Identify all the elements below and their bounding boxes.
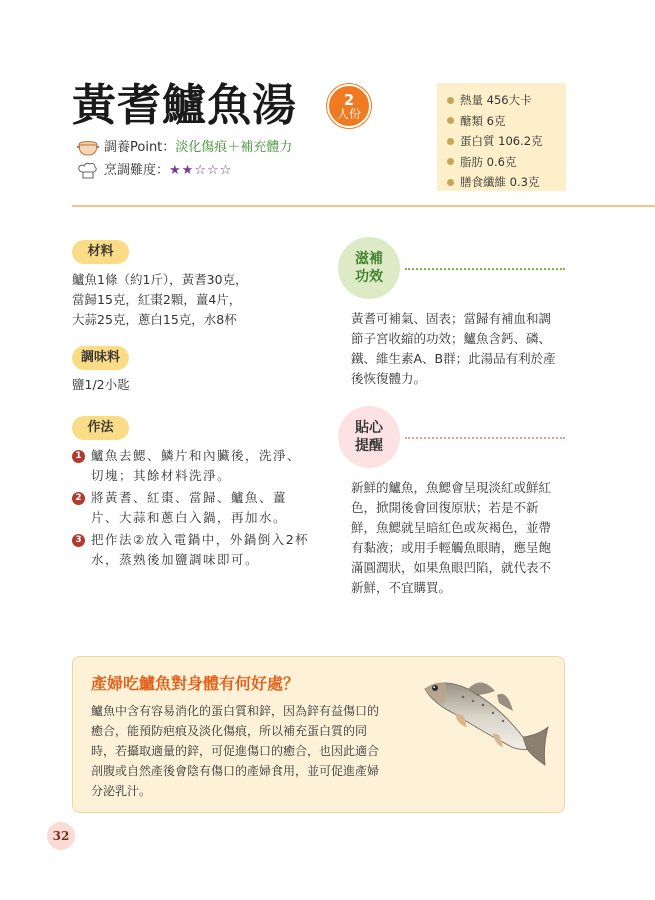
- difficulty-row: [76, 162, 232, 180]
- method-step: 3 把作法②放入電鍋中，外鍋倒入2杯 水，蒸熟後加鹽調味即可。: [72, 530, 312, 570]
- point-row: [76, 139, 292, 157]
- step-number: 3: [72, 534, 85, 547]
- faq-title: 產婦吃鱸魚對身體有何好處？: [91, 674, 300, 693]
- method-step: 1 鱸魚去鰓、鱗片和內臟後，洗淨、 切塊；其餘材料洗淨。: [72, 446, 312, 486]
- method-step: 2 將黃耆、紅棗、當歸、鱸魚、薑 片、大蒜和蔥白入鍋，再加水。: [72, 488, 312, 528]
- serves-badge: [327, 84, 371, 128]
- section-divider: [72, 205, 655, 207]
- seasoning-text: 鹽1/2小匙: [72, 377, 130, 392]
- seasoning-tag: 調味料: [72, 346, 129, 370]
- benefits-text: 黃耆可補氣、固表；當歸有補血和調 節子宮收縮的功效；鱸魚含鈣、磷、 鐵、維生素A、B群；此湯品有利於產 後恢復體力。: [351, 311, 556, 386]
- nutrition-item: 膳食纖維 0.3克: [447, 172, 558, 193]
- step-number: 2: [72, 492, 85, 505]
- recipe-title: 黃耆鱸魚湯: [72, 80, 297, 131]
- bullet-dot-icon: [447, 179, 454, 186]
- tips-text: 新鮮的鱸魚，魚鰓會呈現淡紅或鮮紅 色，掀開後會回復原狀；若是不新 鮮，魚鰓就呈暗紅色或灰褐色，並帶 有黏液；或用手輕觸魚眼睛，應呈飽 滿圓潤狀，如果魚眼凹陷，就代表不 新鮮，不宜購買。: [351, 480, 552, 595]
- bullet-dot-icon: [447, 97, 454, 104]
- ingredients-tag: 材料: [72, 240, 129, 264]
- method-steps: [72, 446, 312, 572]
- tips-bubble: 貼心 提醒: [338, 406, 400, 468]
- serves-number: 2: [343, 91, 355, 109]
- difficulty-label: 烹調難度：: [104, 163, 170, 178]
- bullet-dot-icon: [447, 138, 454, 145]
- bullet-dot-icon: [447, 117, 454, 124]
- method-tag: 作法: [72, 416, 129, 440]
- page-number: 32: [47, 822, 75, 850]
- faq-box: [72, 656, 565, 813]
- nutrition-item: 熱量 456大卡: [447, 90, 558, 111]
- faq-text: 鱸魚中含有容易消化的蛋白質和鋅，因為鋅有益傷口的 癒合，能預防疤痕及淡化傷痕，所以補充蛋白質的同 時，若攝取適量的鋅，可促進傷口的癒合，也因此適合 剖腹或自然產後會陰有傷口的產婦食用，並可促進產婦 分泌乳汁。: [91, 704, 380, 798]
- step-number: 1: [72, 450, 85, 463]
- chef-hat-icon: [76, 162, 100, 180]
- difficulty-stars: ★★☆☆☆: [169, 163, 233, 178]
- serves-unit: 人份: [336, 107, 361, 121]
- nutrition-item: 脂肪 0.6克: [447, 152, 558, 173]
- nutrition-box: [437, 83, 566, 191]
- benefits-bubble: 滋補 功效: [338, 237, 400, 299]
- bullet-dot-icon: [447, 158, 454, 165]
- sea-bass-fish-image: [423, 667, 558, 791]
- point-label: 調養Point：: [104, 140, 176, 155]
- benefits-dotted-line: [405, 268, 565, 270]
- nutrition-item: 蛋白質 106.2克: [447, 131, 558, 152]
- tips-dotted-line: [405, 437, 565, 439]
- pot-icon: [76, 139, 100, 157]
- nutrition-item: 醣類 6克: [447, 111, 558, 132]
- point-value: 淡化傷痕＋補充體力: [175, 140, 293, 155]
- ingredients-text: 鱸魚1條（約1斤），黃耆30克， 當歸15克，紅棗2顆，薑4片， 大蒜25克，蔥白15克，水8杯: [72, 272, 248, 327]
